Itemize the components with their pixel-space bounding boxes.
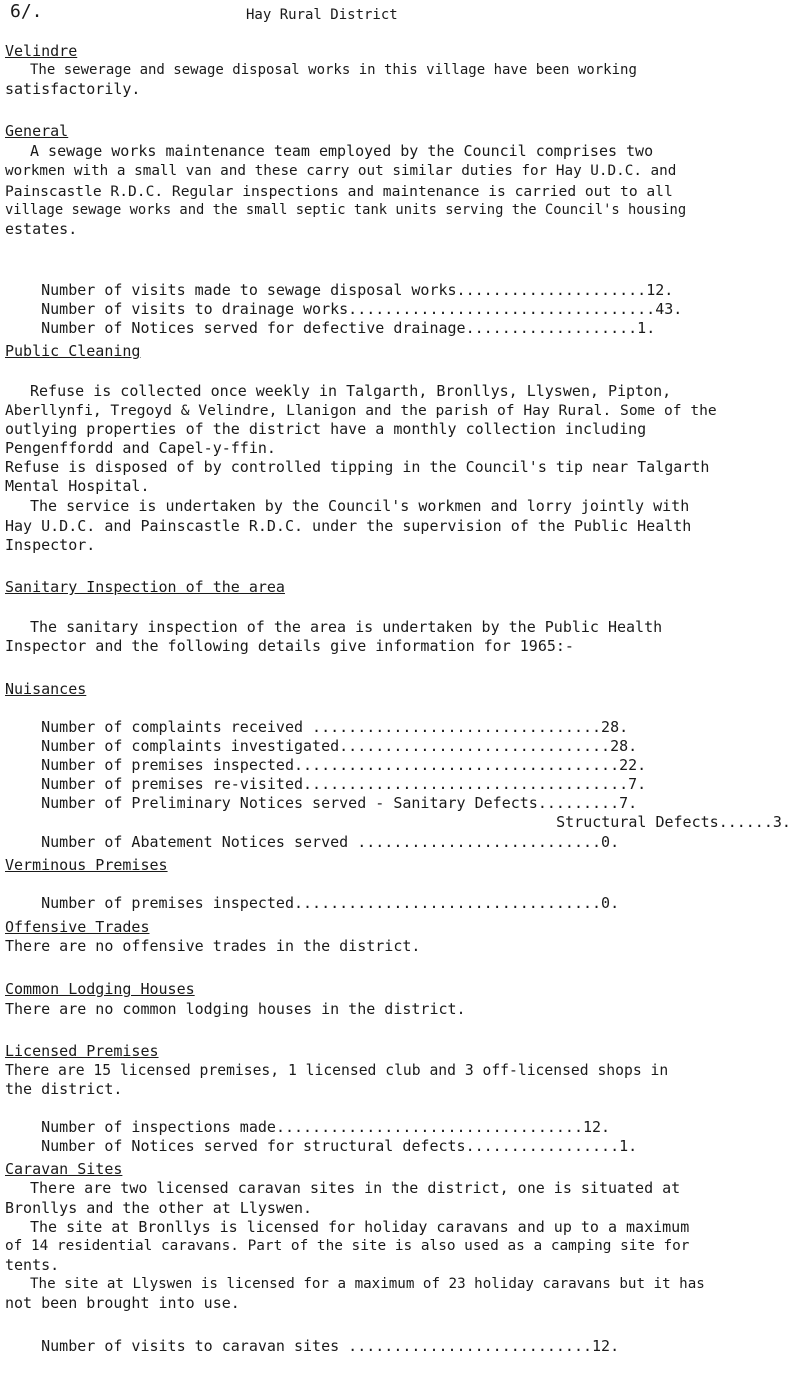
caravan-heading: Caravan Sites [5, 1160, 123, 1178]
item-value: 0. [601, 894, 620, 912]
verminous-heading: Verminous Premises [5, 856, 168, 874]
item-value: 22. [619, 756, 647, 774]
item-value: 28. [601, 718, 629, 736]
sanitary-line-1: The sanitary inspection of the area is undertaken by the Public Health [30, 618, 663, 636]
caravan-line-2: Bronllys and the other at Llyswen. [5, 1199, 313, 1217]
item-value: 1. [637, 319, 656, 337]
list-item: Number of Preliminary Notices served - Sanitary Defects.........7. [41, 794, 638, 812]
public-cleaning-line-4: Pengenffordd and Capel-y-ffin. [5, 439, 276, 457]
sanitary-heading: Sanitary Inspection of the area [5, 578, 285, 596]
general-line-5: estates. [5, 220, 78, 238]
item-value: 7. [619, 794, 638, 812]
caravan-line-4: of 14 residential caravans. Part of the site is also used as a camping site for [5, 1238, 690, 1254]
sanitary-line-2: Inspector and the following details give information for 1965:- [5, 637, 574, 655]
public-cleaning-line-3: outlying properties of the district have a monthly collection including [5, 420, 647, 438]
item-value: 1. [619, 1137, 638, 1155]
list-item: Number of Abatement Notices served ...........................0. [41, 833, 620, 851]
running-title: Hay Rural District [246, 7, 398, 23]
item-value: 0. [601, 833, 620, 851]
item-label: Number of complaints received [41, 718, 304, 736]
item-label: Number of complaints investigated [41, 737, 340, 755]
item-label: Number of Notices served for defective drainage [41, 319, 466, 337]
list-item: Number of complaints received ................................28. [41, 718, 629, 736]
item-label: Structural Defects [556, 813, 719, 831]
item-label: Number of Abatement Notices served [41, 833, 349, 851]
public-cleaning-line-6: Mental Hospital. [5, 477, 150, 495]
velindre-line-2: satisfactorily. [5, 80, 141, 98]
item-value: 12. [592, 1337, 620, 1355]
item-label: Number of premises inspected [41, 894, 294, 912]
item-label: Number of inspections made [41, 1118, 276, 1136]
item-label: Number of premises re-visited [41, 775, 304, 793]
licensed-line-1: There are 15 licensed premises, 1 licensed club and 3 off-licensed shops in [5, 1062, 669, 1079]
caravan-line-7: not been brought into use. [5, 1294, 240, 1312]
caravan-line-5: tents. [5, 1256, 60, 1274]
item-label: Number of visits made to sewage disposal works [41, 281, 457, 299]
item-value: 28. [610, 737, 638, 755]
list-item: Number of premises inspected....................................22. [41, 756, 647, 774]
general-line-3: Painscastle R.D.C. Regular inspections and maintenance is carried out to all [5, 183, 673, 200]
public-cleaning-line-7: The service is undertaken by the Council's workmen and lorry jointly with [30, 497, 690, 515]
list-item: Number of premises inspected..................................0. [41, 894, 620, 912]
list-item: Number of visits to drainage works..................................43. [41, 300, 683, 318]
item-value: 3. [772, 813, 791, 831]
item-label: Number of visits to drainage works [41, 300, 349, 318]
licensed-line-2: the district. [5, 1080, 123, 1098]
caravan-line-6: The site at Llyswen is licensed for a maximum of 23 holiday caravans but it has [30, 1276, 705, 1292]
list-item: Number of premises re-visited....................................7. [41, 775, 647, 793]
item-label: Number of Notices served for structural defects [41, 1137, 466, 1155]
list-item: Number of inspections made..................................12. [41, 1118, 611, 1136]
lodging-text: There are no common lodging houses in the district. [5, 1000, 466, 1018]
list-item: Number of visits to caravan sites ...........................12. [41, 1337, 620, 1355]
offensive-heading: Offensive Trades [5, 918, 150, 936]
public-cleaning-line-1: Refuse is collected once weekly in Talgarth, Bronllys, Llyswen, Pipton, [30, 382, 672, 400]
general-line-1: A sewage works maintenance team employed by the Council comprises two [30, 142, 654, 160]
public-cleaning-line-2: Aberllynfi, Tregoyd & Velindre, Llanigon and the parish of Hay Rural. Some of the [5, 402, 717, 419]
nuisances-heading: Nuisances [5, 680, 87, 698]
offensive-text: There are no offensive trades in the district. [5, 937, 421, 955]
list-item: Number of Notices served for defective drainage...................1. [41, 319, 656, 337]
list-item: Structural Defects......3. [556, 813, 791, 831]
item-label: Number of Preliminary Notices served - Sanitary Defects [41, 794, 538, 812]
list-item: Number of visits made to sewage disposal works.....................12. [41, 281, 674, 299]
licensed-heading: Licensed Premises [5, 1042, 159, 1060]
item-label: Number of premises inspected [41, 756, 294, 774]
velindre-line-1: The sewerage and sewage disposal works in this village have been working [30, 62, 637, 78]
general-heading: General [5, 122, 69, 140]
item-value: 12. [646, 281, 674, 299]
general-line-2: workmen with a small van and these carry out similar duties for Hay U.D.C. and [5, 163, 677, 179]
list-item: Number of complaints investigated..............................28. [41, 737, 638, 755]
general-line-4: village sewage works and the small septic tank units serving the Council's housing [5, 202, 687, 218]
public-cleaning-line-8: Hay U.D.C. and Painscastle R.D.C. under the supervision of the Public Health [5, 517, 692, 535]
caravan-line-1: There are two licensed caravan sites in the district, one is situated at [30, 1179, 681, 1197]
lodging-heading: Common Lodging Houses [5, 980, 195, 998]
list-item: Number of Notices served for structural defects.................1. [41, 1137, 638, 1155]
velindre-heading: Velindre [5, 42, 78, 60]
public-cleaning-line-9: Inspector. [5, 536, 96, 554]
item-value: 7. [628, 775, 647, 793]
item-value: 43. [655, 300, 683, 318]
public-cleaning-line-5: Refuse is disposed of by controlled tipping in the Council's tip near Talgarth [5, 458, 710, 476]
caravan-line-3: The site at Bronllys is licensed for holiday caravans and up to a maximum [30, 1218, 690, 1236]
public-cleaning-heading: Public Cleaning [5, 342, 141, 360]
item-label: Number of visits to caravan sites [41, 1337, 340, 1355]
item-value: 12. [582, 1118, 611, 1136]
page-number: 6/. [10, 1, 43, 22]
